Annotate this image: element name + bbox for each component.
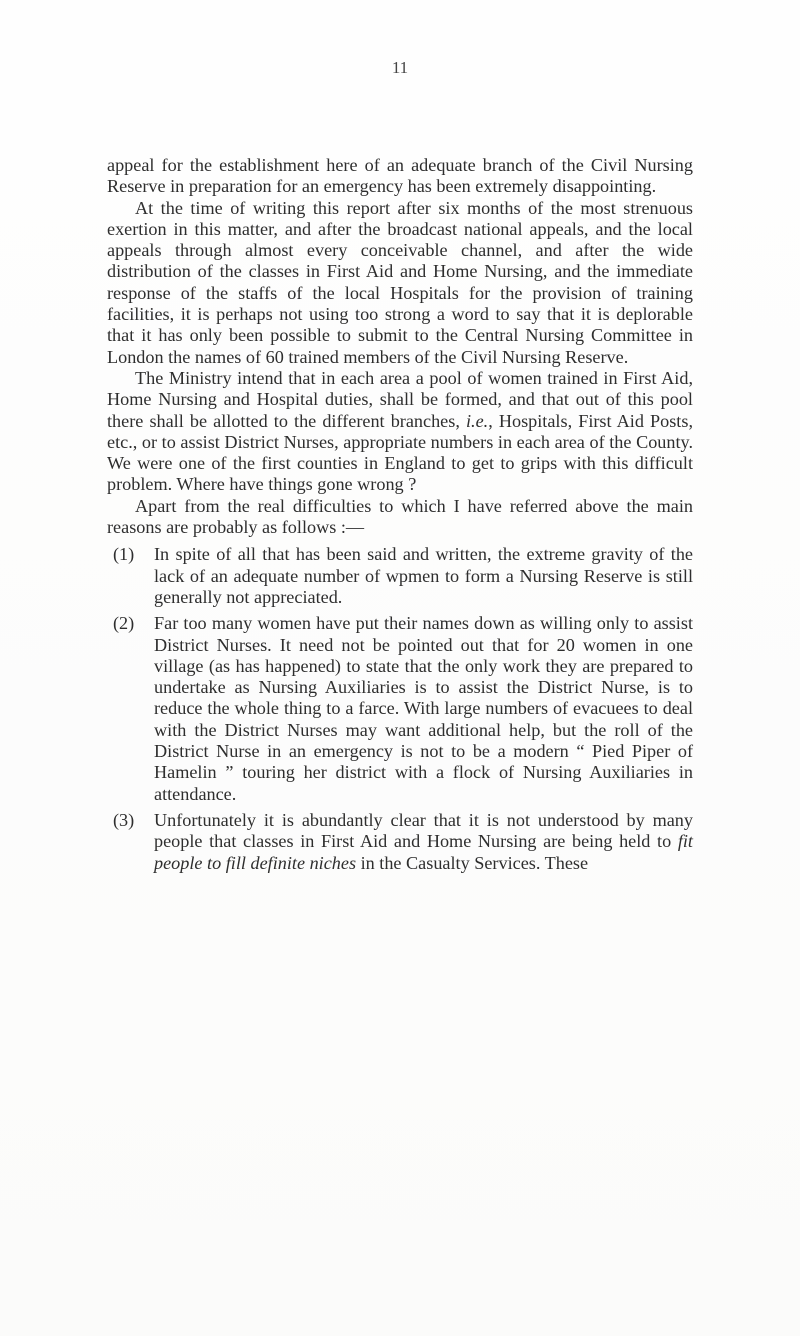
list-item-text: In spite of all that has been said and written, the extreme gravity of the lack of an adequate number of wpmen to form a Nursing Reserve is still generally not appreciated.	[154, 544, 693, 607]
paragraph: At the time of writing this report after six months of the most strenuous exertion in this matter, and after the broadcast national appeals, and the local appeals through almost every conceivable channel, and after the wide distribution of the classes in First Aid and Home Nursing, and the immediate response of the staffs of the local Hospitals for the provision of training facilities, it is perhaps not using too strong a word to say that it is deplorable that it has only been possible to submit to the Central Nursing Committee in London the names of 60 trained members of the Civil Nursing Reserve.	[107, 197, 693, 367]
list-item	[107, 544, 693, 608]
paragraph: appeal for the establishment here of an adequate branch of the Civil Nursing Reserve in preparation for an emergency has been extremely disappointing.	[107, 155, 693, 197]
list-item-text: Far too many women have put their names down as willing only to assist District Nurses. It need not be pointed out that for 20 women in one village (as has happened) to state that the only work they are prepared to undertake as Nursing Auxiliaries is to assist the District Nurse, is to reduce the whole thing to a farce. With large numbers of evacuees to deal with the District Nurses may want additional help, but the roll of the District Nurse in an emergency is not to be a modern “ Pied Piper of Hamelin ” touring her district with a flock of Nursing Auxiliaries in attendance.	[154, 613, 693, 804]
paragraph-text: The Ministry intend that in each area a pool of women trained in First Aid, Home Nursing and Hospital duties, shall be formed, and that out of this pool there shall be allotted to the different branches,	[107, 367, 693, 431]
list-marker: (3)	[113, 809, 135, 830]
paragraph	[107, 368, 693, 496]
paragraph-italic-text: i.e.	[465, 410, 489, 431]
list-item-text: in the Casualty Services. These	[356, 852, 589, 873]
list-item-italic-text: fit people to fill definite niches	[154, 831, 693, 873]
body-text	[107, 155, 693, 874]
list-marker: (1)	[113, 544, 135, 565]
numbered-list	[107, 544, 693, 873]
page-number: 11	[391, 58, 409, 77]
list-item	[107, 613, 693, 805]
list-marker: (2)	[113, 613, 135, 634]
paragraph-text: , Hospitals, First Aid Posts, etc., or to assist District Nurses, appropriate numbers in each area of the County. We were one of the first counties in England to get to grips with this difficult problem. Where have things gone wrong ?	[107, 410, 693, 495]
list-item	[107, 810, 693, 874]
paragraph: Apart from the real difficulties to which I have referred above the main reasons are probably as follows :—	[107, 495, 693, 538]
list-item-text: Unfortunately it is abundantly clear that it is not understood by many people that classes in First Aid and Home Nursing are being held to	[154, 809, 693, 852]
